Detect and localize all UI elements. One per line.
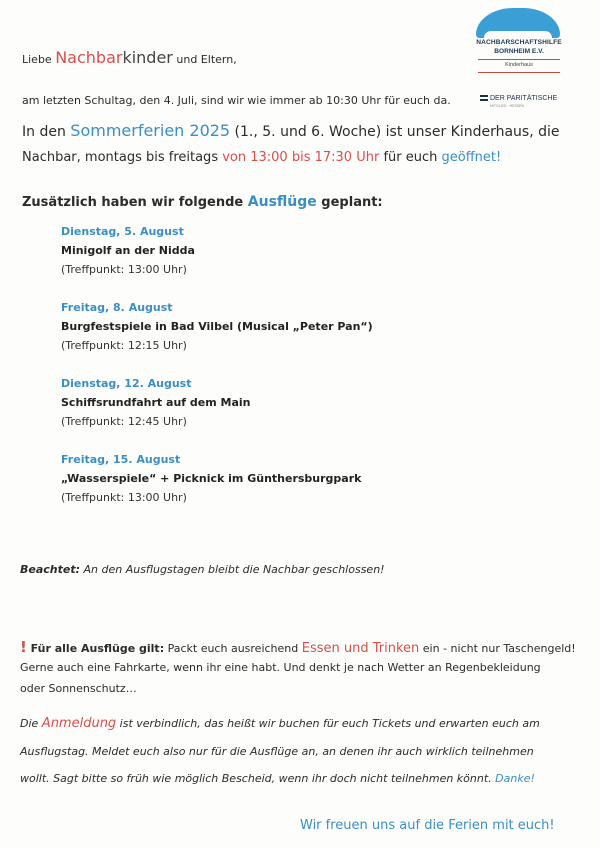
trip-meeting-time: (Treffpunkt: 13:00 Uhr) bbox=[61, 491, 187, 504]
summer-line-1 bbox=[22, 121, 560, 140]
logo-divider-2 bbox=[478, 72, 560, 73]
trip-date: Freitag, 8. August bbox=[61, 301, 173, 314]
trip-title: Minigolf an der Nidda bbox=[61, 244, 195, 257]
registration-line-3 bbox=[20, 772, 535, 785]
registration-pre: Die bbox=[20, 717, 42, 730]
summer-line2-mid: für euch bbox=[379, 150, 442, 165]
logo-divider bbox=[478, 59, 560, 60]
exclamation-icon: ! bbox=[20, 638, 27, 656]
trips-intro-pre: Zusätzlich haben wir folgende bbox=[22, 195, 248, 210]
trip-title: Schiffsrundfahrt auf dem Main bbox=[61, 396, 251, 409]
summer-post: (1., 5. und 6. Woche) ist unser Kinderhaus, die bbox=[230, 124, 560, 140]
trips-intro-highlight: Ausflüge bbox=[247, 194, 317, 210]
partner-name: DER PARITÄTISCHE bbox=[490, 95, 558, 102]
trip-meeting-time: (Treffpunkt: 13:00 Uhr) bbox=[61, 263, 187, 276]
summer-highlight: Sommerferien 2025 bbox=[70, 121, 231, 140]
partner-subtitle: MITGLIED · HESSEN bbox=[490, 104, 525, 108]
thanks-text: Danke! bbox=[495, 772, 535, 785]
trip-date: Dienstag, 5. August bbox=[61, 225, 184, 238]
trip-date: Dienstag, 12. August bbox=[61, 377, 192, 390]
packing-pre: Packt euch ausreichend bbox=[164, 642, 302, 655]
greeting-nachbar: Nachbar bbox=[55, 48, 123, 67]
summer-line2-pre: Nachbar, montags bis freitags bbox=[22, 150, 223, 165]
partner-logo bbox=[480, 95, 557, 102]
closing-line: Wir freuen uns auf die Ferien mit euch! bbox=[300, 818, 555, 833]
trip-meeting-time: (Treffpunkt: 12:15 Uhr) bbox=[61, 339, 187, 352]
organization-logo bbox=[474, 8, 564, 110]
trip-meeting-time: (Treffpunkt: 12:45 Uhr) bbox=[61, 415, 187, 428]
trip-title: „Wasserspiele“ + Picknick im Günthersburgpark bbox=[61, 472, 362, 485]
registration-line-1 bbox=[20, 716, 540, 731]
summer-pre: In den bbox=[22, 124, 71, 140]
opening-time: von 13:00 bis 17:30 Uhr bbox=[222, 150, 380, 165]
closed-note bbox=[20, 563, 385, 576]
packing-post: ein - nicht nur Taschengeld! bbox=[419, 642, 576, 655]
greeting-kinder: kinder bbox=[122, 48, 173, 67]
greeting-pre: Liebe bbox=[22, 53, 56, 66]
registration-line-2: Ausflugstag. Meldet euch also nur für die Ausflüge an, an denen ihr auch wirklich teilnehmen bbox=[20, 745, 534, 758]
trips-intro bbox=[22, 194, 383, 210]
registration-line1-post: ist verbindlich, das heißt wir buchen für euch Tickets und erwarten euch am bbox=[116, 717, 540, 730]
packing-highlight: Essen und Trinken bbox=[301, 641, 420, 656]
logo-line-2: BORNHEIM E.V. bbox=[494, 48, 544, 55]
registration-line3-text: wollt. Sagt bitte so früh wie möglich Bescheid, wenn ihr doch nicht teilnehmen könnt. bbox=[20, 772, 492, 785]
closed-note-text: An den Ausflugstagen bleibt die Nachbar geschlossen! bbox=[80, 563, 385, 576]
summer-line-2 bbox=[22, 150, 501, 165]
logo-line-3: Kinderhaus bbox=[505, 62, 533, 68]
closed-note-label: Beachtet: bbox=[20, 563, 80, 576]
last-school-day-text: am letzten Schultag, den 4. Juli, sind wir wie immer ab 10:30 Uhr für euch da. bbox=[22, 94, 451, 107]
registration-highlight: Anmeldung bbox=[41, 716, 117, 731]
trips-intro-post: geplant: bbox=[316, 195, 383, 210]
logo-line-1: NACHBARSCHAFTSHILFE bbox=[476, 39, 562, 46]
logo-arc-graphic bbox=[476, 8, 560, 38]
open-text: geöffnet! bbox=[441, 150, 502, 165]
packing-line-1 bbox=[20, 638, 576, 656]
packing-line-3: oder Sonnenschutz… bbox=[20, 682, 137, 695]
trip-date: Freitag, 15. August bbox=[61, 453, 181, 466]
packing-line-2: Gerne auch eine Fahrkarte, wenn ihr eine habt. Und denkt je nach Wetter an Regenbekleidung bbox=[20, 661, 541, 674]
trip-title: Burgfestspiele in Bad Vilbel (Musical „Peter Pan“) bbox=[61, 320, 373, 333]
packing-label: Für alle Ausflüge gilt: bbox=[26, 642, 165, 655]
partner-mark-icon bbox=[480, 95, 488, 101]
greeting-post: und Eltern, bbox=[172, 53, 237, 66]
greeting bbox=[22, 48, 237, 67]
